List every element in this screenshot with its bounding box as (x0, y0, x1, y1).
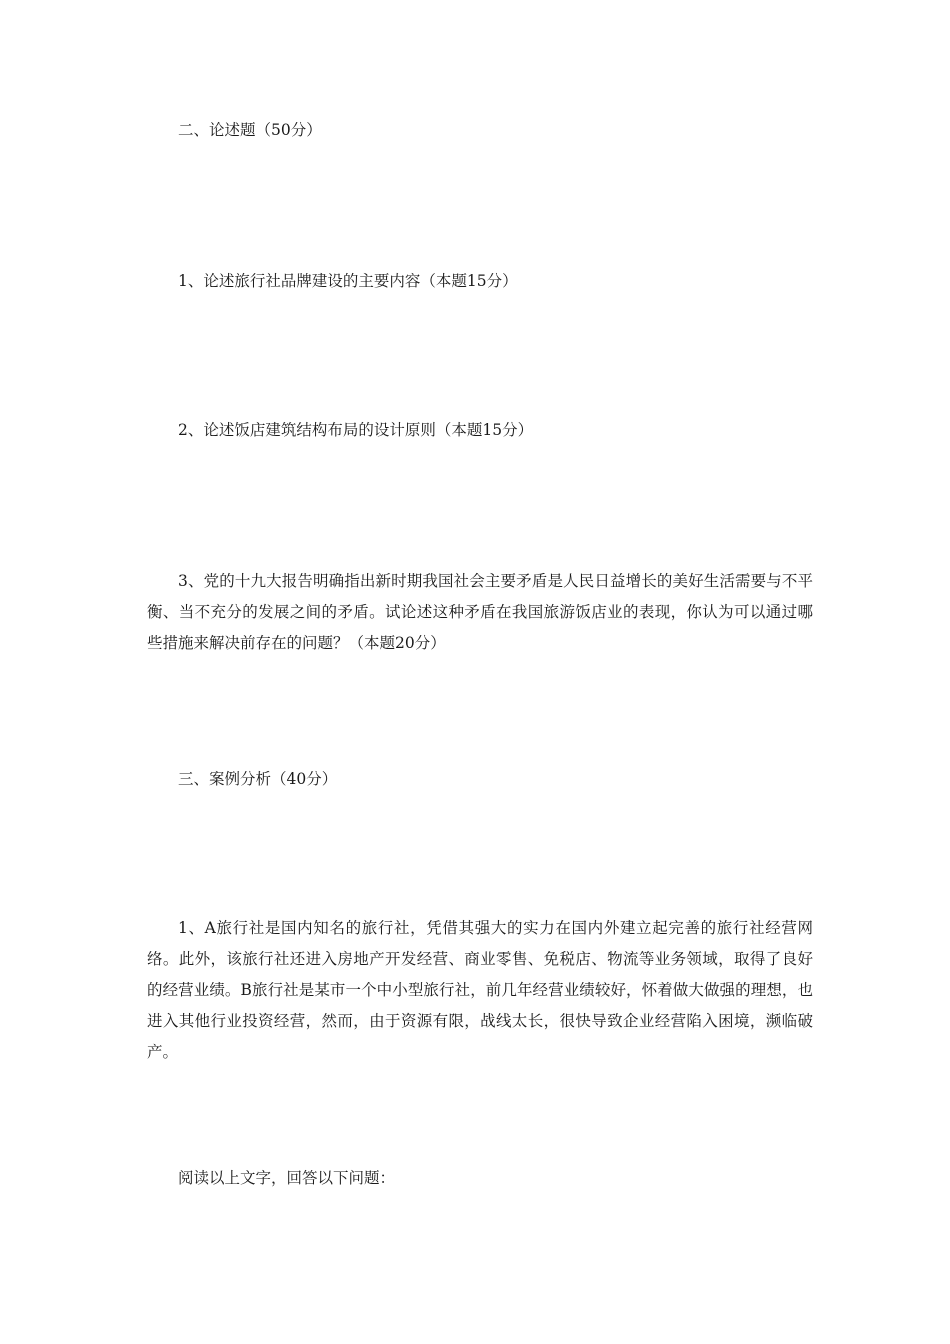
read-prompt: 阅读以上文字，回答以下问题： (178, 1169, 396, 1187)
case-paragraph-1: 1、A旅行社是国内知名的旅行社，凭借其强大的实力在国内外建立起完善的旅行社经营网络。此外，该旅行社还进入房地产开发经营、商业零售、免税店、物流等业务领域，取得了良好的经营业绩。B旅行社是某市一个中小型旅行社，前几年经营业绩较好，怀着做大做强的理想，也进入其他行业投资经营，然而，由于资源有限，战线太长，很快导致企业经营陷入困境，濒临破产。 (147, 919, 813, 1061)
section-heading-essay: 二、论述题（50分） (178, 121, 322, 139)
essay-question-2: 2、论述饭店建筑结构布局的设计原则（本题15分） (178, 421, 534, 439)
essay-question-3: 3、党的十九大报告明确指出新时期我国社会主要矛盾是人民日益增长的美好生活需要与不平衡、当不充分的发展之间的矛盾。试论述这种矛盾在我国旅游饭店业的表现，你认为可以通过哪些措施来解决前存在的问题？（本题20分） (147, 572, 813, 652)
essay-question-1: 1、论述旅行社品牌建设的主要内容（本题15分） (178, 272, 518, 290)
section-heading-case-analysis: 三、案例分析（40分） (178, 770, 338, 788)
